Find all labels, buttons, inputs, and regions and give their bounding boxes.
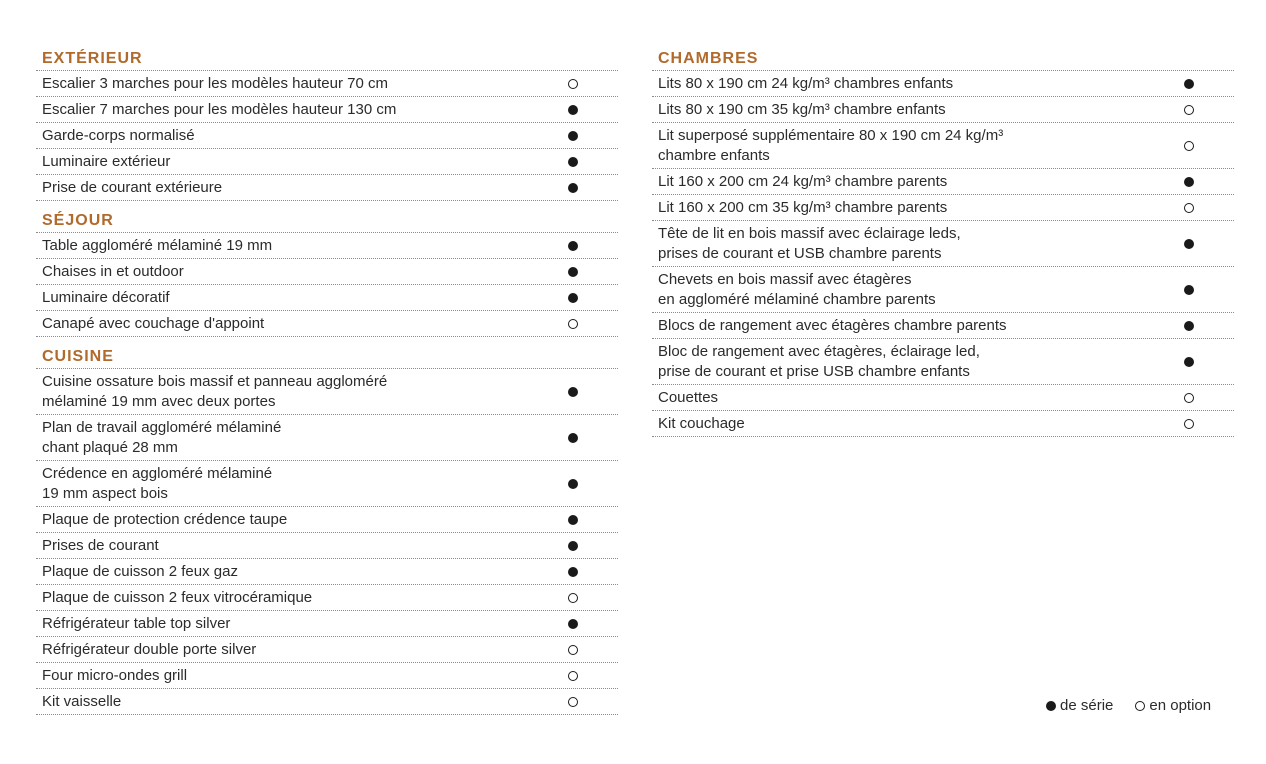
legend-serie-label: de série (1060, 697, 1114, 714)
open-dot-icon (1184, 393, 1194, 403)
status-mark (563, 671, 583, 681)
filled-dot-icon (1184, 79, 1194, 89)
equipment-label-line: Four micro-ondes grill (42, 666, 188, 684)
open-dot-icon (568, 79, 578, 89)
status-mark (563, 619, 583, 629)
equipment-row (652, 267, 1234, 313)
open-dot-icon (568, 697, 578, 707)
equipment-label-line: Lits 80 x 190 cm 24 kg/m³ chambres enfants (658, 74, 954, 92)
equipment-row (652, 385, 1234, 411)
equipment-label-line: Crédence en aggloméré mélaminé (42, 464, 273, 482)
status-mark (563, 319, 583, 329)
filled-dot-icon (568, 515, 578, 525)
legend-option-label: en option (1149, 697, 1212, 714)
equipment-label-line: prises de courant et USB chambre parents (658, 244, 942, 262)
equipment-label (658, 414, 1179, 434)
filled-dot-icon (568, 131, 578, 141)
filled-dot-icon (1184, 285, 1194, 295)
status-mark (1179, 419, 1199, 429)
equipment-label-line: Escalier 3 marches pour les modèles hauteur 70 cm (42, 74, 388, 92)
equipment-row (36, 637, 618, 663)
equipment-label-line: Plaque de cuisson 2 feux gaz (42, 562, 238, 580)
equipment-label-line: Plaque de cuisson 2 feux vitrocéramique (42, 588, 313, 606)
equipment-label (42, 74, 563, 94)
filled-dot-icon (568, 267, 578, 277)
section-title-sejour: SÉJOUR (36, 210, 618, 233)
status-mark (1179, 393, 1199, 403)
status-mark (1179, 177, 1199, 187)
status-mark (1179, 141, 1199, 151)
open-dot-icon (568, 671, 578, 681)
equipment-label (658, 198, 1179, 218)
left-column (36, 48, 618, 715)
equipment-label-line: Réfrigérateur table top silver (42, 614, 231, 632)
equipment-row (36, 689, 618, 715)
equipment-label (658, 126, 1179, 166)
status-mark (1179, 357, 1199, 367)
status-mark (563, 541, 583, 551)
equipment-row (36, 71, 618, 97)
equipment-row (652, 123, 1234, 169)
equipment-row (36, 123, 618, 149)
equipment-label-line: Lit 160 x 200 cm 24 kg/m³ chambre parents (658, 172, 948, 190)
equipment-row (652, 195, 1234, 221)
equipment-label (42, 418, 563, 458)
equipment-row (652, 221, 1234, 267)
status-mark (563, 241, 583, 251)
equipment-label-line: en aggloméré mélaminé chambre parents (658, 290, 936, 308)
filled-dot-icon (568, 541, 578, 551)
status-mark (563, 645, 583, 655)
open-dot-icon (1184, 141, 1194, 151)
equipment-label-line: Lit superposé supplémentaire 80 x 190 cm 24 kg/m³ (658, 126, 1004, 144)
status-mark (563, 267, 583, 277)
equipment-label-line: Prise de courant extérieure (42, 178, 223, 196)
status-mark (563, 433, 583, 443)
equipment-row (36, 311, 618, 337)
equipment-label (42, 588, 563, 608)
filled-dot-icon (568, 241, 578, 251)
equipment-label-line: Bloc de rangement avec étagères, éclairage led, (658, 342, 980, 360)
filled-dot-icon (568, 183, 578, 193)
equipment-label-line: Kit couchage (658, 414, 745, 432)
equipment-row (36, 97, 618, 123)
status-mark (563, 515, 583, 525)
equipment-label-line: Couettes (658, 388, 719, 406)
status-mark (563, 567, 583, 577)
equipment-row (36, 285, 618, 311)
section-title-cuisine: CUISINE (36, 346, 618, 369)
equipment-label-line: Escalier 7 marches pour les modèles hauteur 130 cm (42, 100, 397, 118)
equipment-label-line: chant plaqué 28 mm (42, 438, 178, 456)
equipment-row (36, 559, 618, 585)
status-mark (563, 479, 583, 489)
equipment-label-line: Plaque de protection crédence taupe (42, 510, 288, 528)
equipment-label (42, 178, 563, 198)
status-mark (563, 105, 583, 115)
equipment-label-line: Réfrigérateur double porte silver (42, 640, 257, 658)
equipment-label-line: Chevets en bois massif avec étagères (658, 270, 912, 288)
status-mark (1179, 321, 1199, 331)
equipment-row (36, 259, 618, 285)
equipment-label-line: Lit 160 x 200 cm 35 kg/m³ chambre parents (658, 198, 948, 216)
equipment-label (42, 692, 563, 712)
open-dot-icon (1184, 203, 1194, 213)
equipment-label-line: Lits 80 x 190 cm 35 kg/m³ chambre enfants (658, 100, 946, 118)
filled-dot-icon (568, 157, 578, 167)
status-mark (1179, 105, 1199, 115)
equipment-label (42, 262, 563, 282)
equipment-label-line: mélaminé 19 mm avec deux portes (42, 392, 276, 410)
equipment-row (652, 169, 1234, 195)
equipment-label-line: prise de courant et prise USB chambre enfants (658, 362, 970, 380)
equipment-label (42, 152, 563, 172)
equipment-row (36, 461, 618, 507)
equipment-row (652, 97, 1234, 123)
equipment-label (658, 172, 1179, 192)
legend (1046, 697, 1211, 714)
status-mark (563, 387, 583, 397)
equipment-label (42, 510, 563, 530)
equipment-label (658, 100, 1179, 120)
open-dot-icon (568, 593, 578, 603)
equipment-row (36, 149, 618, 175)
open-dot-icon (1184, 105, 1194, 115)
legend-option (1135, 697, 1211, 714)
equipment-label (42, 288, 563, 308)
equipment-label (658, 342, 1179, 382)
equipment-row (652, 313, 1234, 339)
status-mark (563, 79, 583, 89)
equipment-label-line: Luminaire extérieur (42, 152, 171, 170)
filled-dot-icon (1184, 321, 1194, 331)
status-mark (1179, 79, 1199, 89)
open-dot-icon (1184, 419, 1194, 429)
equipment-label (658, 74, 1179, 94)
filled-dot-icon (568, 433, 578, 443)
equipment-label-line: Blocs de rangement avec étagères chambre parents (658, 316, 1007, 334)
filled-dot-icon (1184, 239, 1194, 249)
equipment-row (652, 339, 1234, 385)
equipment-label (42, 614, 563, 634)
equipment-label (42, 372, 563, 412)
equipment-row (36, 233, 618, 259)
status-mark (563, 593, 583, 603)
equipment-row (36, 533, 618, 559)
equipment-label (42, 126, 563, 146)
legend-serie (1046, 697, 1113, 714)
equipment-label-line: Cuisine ossature bois massif et panneau aggloméré (42, 372, 388, 390)
section-title-chambres: CHAMBRES (652, 48, 1234, 71)
right-column (652, 48, 1234, 437)
open-dot-icon (568, 319, 578, 329)
equipment-label (658, 224, 1179, 264)
equipment-label-line: 19 mm aspect bois (42, 484, 168, 502)
filled-dot-icon (568, 567, 578, 577)
filled-dot-icon (568, 619, 578, 629)
equipment-label-line: Luminaire décoratif (42, 288, 170, 306)
equipment-label (658, 316, 1179, 336)
equipment-label (42, 314, 563, 334)
open-dot-icon (1135, 701, 1145, 711)
equipment-row (36, 369, 618, 415)
status-mark (1179, 239, 1199, 249)
status-mark (563, 131, 583, 141)
equipment-row (36, 175, 618, 201)
equipment-row (652, 411, 1234, 437)
equipment-label (42, 640, 563, 660)
equipment-label (658, 270, 1179, 310)
equipment-row (652, 71, 1234, 97)
equipment-label-line: Prises de courant (42, 536, 159, 554)
equipment-label-line: Garde-corps normalisé (42, 126, 195, 144)
equipment-label (42, 562, 563, 582)
status-mark (563, 183, 583, 193)
equipment-label-line: Tête de lit en bois massif avec éclairage leds, (658, 224, 961, 242)
filled-dot-icon (568, 105, 578, 115)
equipment-row (36, 611, 618, 637)
equipment-label-line: Plan de travail aggloméré mélaminé (42, 418, 282, 436)
filled-dot-icon (1184, 357, 1194, 367)
equipment-label (42, 536, 563, 556)
equipment-row (36, 663, 618, 689)
equipment-label-line: Chaises in et outdoor (42, 262, 184, 280)
equipment-label-line: chambre enfants (658, 146, 770, 164)
open-dot-icon (568, 645, 578, 655)
equipment-row (36, 415, 618, 461)
equipment-label (42, 464, 563, 504)
equipment-label-line: Kit vaisselle (42, 692, 122, 710)
filled-dot-icon (568, 479, 578, 489)
status-mark (563, 697, 583, 707)
equipment-label (42, 100, 563, 120)
equipment-label-line: Table aggloméré mélaminé 19 mm (42, 236, 273, 254)
status-mark (1179, 203, 1199, 213)
section-title-exterieur: EXTÉRIEUR (36, 48, 618, 71)
status-mark (563, 157, 583, 167)
filled-dot-icon (1046, 701, 1056, 711)
equipment-label (658, 388, 1179, 408)
status-mark (1179, 285, 1199, 295)
equipment-label-line: Canapé avec couchage d'appoint (42, 314, 265, 332)
filled-dot-icon (1184, 177, 1194, 187)
status-mark (563, 293, 583, 303)
filled-dot-icon (568, 293, 578, 303)
equipment-label (42, 236, 563, 256)
equipment-row (36, 585, 618, 611)
equipment-row (36, 507, 618, 533)
equipment-label (42, 666, 563, 686)
filled-dot-icon (568, 387, 578, 397)
